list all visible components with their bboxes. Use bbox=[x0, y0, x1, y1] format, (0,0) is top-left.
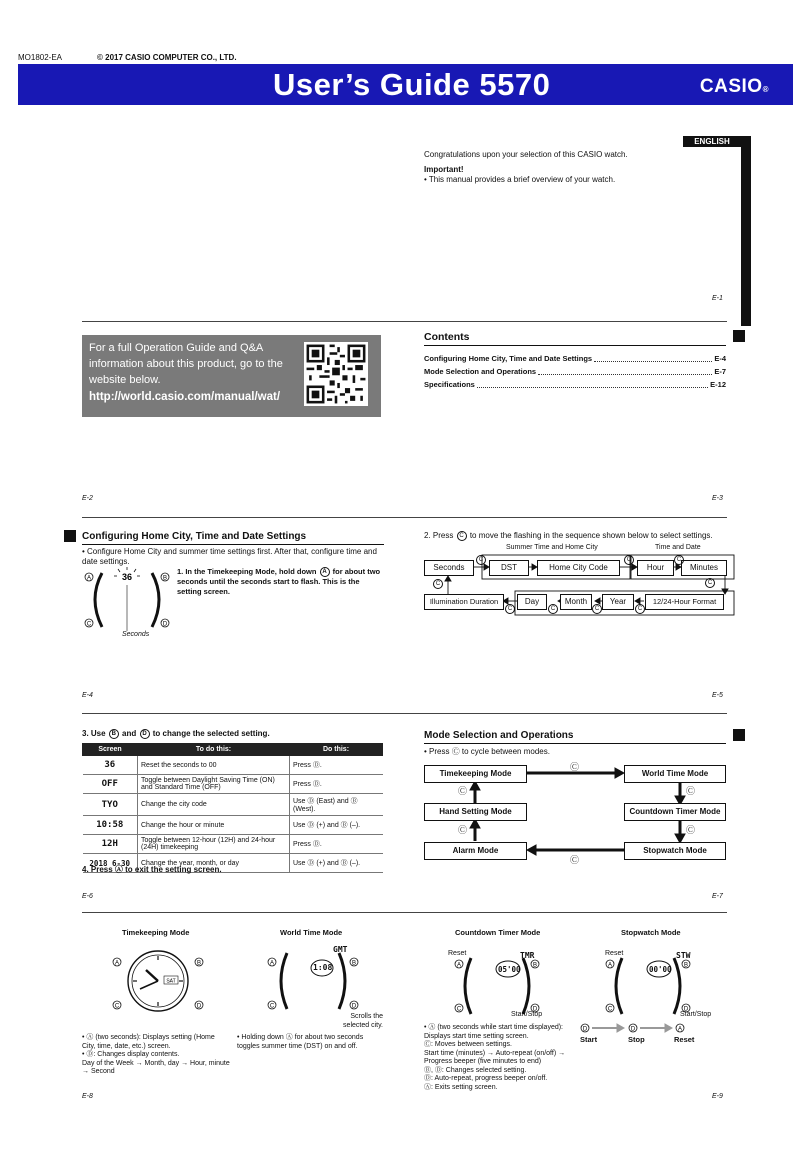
qr-code-icon[interactable] bbox=[304, 342, 368, 406]
svg-text:A: A bbox=[114, 960, 120, 967]
modes-heading: Mode Selection and Operations bbox=[424, 730, 574, 741]
reset-label: Reset bbox=[448, 950, 467, 957]
language-tab: ENGLISH bbox=[683, 136, 741, 147]
svg-text:B: B bbox=[532, 962, 538, 969]
c-button-icon: Ⓒ bbox=[686, 825, 696, 835]
svg-text:D: D bbox=[196, 1003, 202, 1010]
document-code: MO1802-EA bbox=[18, 53, 63, 62]
seq-dst: DST bbox=[489, 560, 529, 576]
seq-illumination: Illumination Duration bbox=[424, 594, 504, 610]
svg-text:A: A bbox=[456, 962, 462, 969]
c-button-icon: Ⓒ bbox=[458, 786, 468, 796]
step-2: 2. Press C to move the flashing in the sequence shown below to select settings. bbox=[424, 531, 713, 541]
table-header-row bbox=[83, 744, 383, 756]
svg-text:B: B bbox=[351, 960, 357, 967]
casio-logo: CASIO® bbox=[699, 76, 769, 97]
svg-text:D: D bbox=[532, 1006, 538, 1013]
section-marker bbox=[733, 330, 745, 342]
table-row: 36 Reset the seconds to 00 Press Ⓓ. bbox=[83, 756, 383, 775]
online-guide-box bbox=[82, 335, 381, 417]
svg-text:C: C bbox=[607, 1006, 613, 1013]
svg-text:C: C bbox=[456, 1006, 462, 1013]
stopwatch-code: STW bbox=[676, 951, 691, 960]
seq-month: Month bbox=[560, 594, 592, 610]
c-button-icon: C bbox=[592, 604, 602, 614]
table-row: 2018 6-30 Change the year, month, or day Use Ⓓ (+) and Ⓑ (–). bbox=[83, 854, 383, 873]
c-button-icon: C bbox=[505, 604, 515, 614]
seq-year: Year bbox=[602, 594, 634, 610]
svg-text:B: B bbox=[162, 575, 168, 582]
page-number: E-5 bbox=[712, 692, 723, 699]
world-time-watch-diagram bbox=[265, 945, 361, 1017]
stopwatch-title: Stopwatch Mode bbox=[621, 928, 681, 937]
contents-item[interactable]: Configuring Home City, Time and Date Settings E-4 bbox=[424, 354, 726, 363]
c-button-icon: Ⓒ bbox=[686, 786, 696, 796]
svg-text:D: D bbox=[162, 621, 168, 628]
guide-title: User’s Guide 5570 bbox=[273, 67, 551, 102]
c-button-icon: C bbox=[674, 555, 684, 565]
column-header: Screen bbox=[83, 744, 138, 756]
divider bbox=[82, 517, 727, 518]
table-row: 12H Toggle between 12-hour (12H) and 24-hour (24H) timekeeping Press Ⓓ. bbox=[83, 835, 383, 854]
column-header: To do this: bbox=[138, 744, 290, 756]
contents-list bbox=[424, 352, 726, 391]
mode-timekeeping: Timekeeping Mode bbox=[424, 765, 527, 783]
countdown-display: 05'00 bbox=[498, 965, 521, 974]
seconds-label: Seconds bbox=[122, 631, 150, 638]
svg-text:A: A bbox=[269, 960, 275, 967]
section-marker bbox=[733, 729, 745, 741]
c-button-icon: C bbox=[635, 604, 645, 614]
mode-world-time: World Time Mode bbox=[624, 765, 726, 783]
config-heading: Configuring Home City, Time and Date Settings bbox=[82, 531, 307, 542]
mode-stopwatch: Stopwatch Mode bbox=[624, 842, 726, 860]
table-row: TYO Change the city code Use Ⓓ (East) and Ⓑ (West). bbox=[83, 794, 383, 816]
config-bullet: • Configure Home City and summer time settings first. After that, configure time and date settings. bbox=[82, 547, 377, 566]
svg-text:A: A bbox=[677, 1026, 683, 1033]
modes-bullet: • Press Ⓒ to cycle between modes. bbox=[424, 747, 550, 756]
svg-text:D: D bbox=[630, 1026, 636, 1033]
svg-text:B: B bbox=[196, 960, 202, 967]
step-1: 1. In the Timekeeping Mode, hold down A for about two seconds until the seconds start to flash. This is the setting screen. bbox=[177, 567, 381, 597]
svg-text:C: C bbox=[269, 1003, 275, 1010]
online-guide-text: For a full Operation Guide and Q&A information about this product, go to the website below. bbox=[89, 342, 283, 386]
svg-text:A: A bbox=[607, 962, 613, 969]
c-button-icon: C bbox=[705, 578, 715, 588]
copyright: © 2017 CASIO COMPUTER CO., LTD. bbox=[97, 53, 237, 62]
flow-start: Start bbox=[580, 1035, 598, 1044]
world-time-note: • Holding down Ⓐ for about two seconds toggles summer time (DST) on and off. bbox=[237, 1034, 364, 1050]
mode-alarm: Alarm Mode bbox=[424, 842, 527, 860]
svg-text:36: 36 bbox=[121, 572, 133, 582]
step-4: 4. Press Ⓐ to exit the setting screen. bbox=[82, 865, 222, 874]
scroll-note: Scrolls the selected city. bbox=[343, 1013, 383, 1029]
heading-rule bbox=[82, 544, 384, 545]
seq-minutes: Minutes bbox=[681, 560, 727, 576]
flow-reset: Reset bbox=[674, 1035, 695, 1044]
c-button-icon: Ⓒ bbox=[570, 762, 580, 772]
page-number: E-7 bbox=[712, 893, 723, 900]
svg-text:C: C bbox=[86, 621, 92, 628]
page-number: E-3 bbox=[712, 495, 723, 502]
svg-text:D: D bbox=[683, 1006, 689, 1013]
stopwatch-flow-icons bbox=[580, 1022, 690, 1036]
page-number: E-8 bbox=[82, 1093, 93, 1100]
congrats-text: Congratulations upon your selection of this CASIO watch. bbox=[424, 150, 628, 159]
page-number: E-4 bbox=[82, 692, 93, 699]
seq-hour-format: 12/24-Hour Format bbox=[645, 594, 724, 610]
page-number: E-1 bbox=[712, 295, 723, 302]
step-3: 3. Use B and D to change the selected setting. bbox=[82, 729, 270, 739]
settings-table bbox=[82, 743, 383, 873]
seq-day: Day bbox=[517, 594, 547, 610]
mode-hand-setting: Hand Setting Mode bbox=[424, 803, 527, 821]
section-marker bbox=[64, 530, 76, 542]
table-row: 10:58 Change the hour or minute Use Ⓓ (+) and Ⓑ (–). bbox=[83, 816, 383, 835]
c-button-icon: C bbox=[476, 555, 486, 565]
page-number: E-2 bbox=[82, 495, 93, 502]
world-time-display: 1:08 bbox=[313, 963, 333, 972]
seq-hour: Hour bbox=[637, 560, 674, 576]
c-button-icon: C bbox=[433, 579, 443, 589]
svg-text:B: B bbox=[683, 962, 689, 969]
divider bbox=[82, 321, 727, 322]
flow-stop: Stop bbox=[628, 1035, 645, 1044]
svg-text:D: D bbox=[582, 1026, 588, 1033]
language-edge-bar bbox=[741, 136, 751, 326]
manual-url[interactable]: http://world.casio.com/manual/wat/ bbox=[89, 391, 281, 403]
contents-item[interactable]: Mode Selection and Operations E-7 bbox=[424, 367, 726, 376]
important-bullet: • This manual provides a brief overview of your watch. bbox=[424, 175, 616, 184]
watch-seconds-diagram bbox=[82, 565, 174, 639]
seq-seconds: Seconds bbox=[424, 560, 474, 576]
c-button-icon: Ⓒ bbox=[570, 855, 580, 865]
reset-label: Reset bbox=[605, 950, 624, 957]
world-time-title: World Time Mode bbox=[280, 928, 343, 937]
c-button-icon: C bbox=[624, 555, 634, 565]
divider bbox=[82, 713, 727, 714]
heading-rule bbox=[424, 345, 726, 346]
world-time-code: GMT bbox=[333, 945, 348, 954]
contents-heading: Contents bbox=[424, 331, 470, 343]
contents-item[interactable]: Specifications E-12 bbox=[424, 380, 726, 389]
c-button-icon: C bbox=[548, 604, 558, 614]
seq-home-city: Home City Code bbox=[537, 560, 620, 576]
group-label-summer: Summer Time and Home City bbox=[506, 544, 598, 551]
page-number: E-9 bbox=[712, 1093, 723, 1100]
svg-text:SAT: SAT bbox=[166, 978, 176, 985]
timekeeping-title: Timekeeping Mode bbox=[122, 928, 190, 937]
timekeeping-watch-diagram bbox=[110, 945, 206, 1017]
page-number: E-6 bbox=[82, 893, 93, 900]
divider bbox=[82, 912, 727, 913]
countdown-notes: • Ⓐ (two seconds while start time displayed): Displays start time setting screen. Ⓒ: Moves between settings. Start time (minutes) → Auto-repeat (on/off) → Progress beeper (five minutes to end) Ⓑ, Ⓓ: Changes selected setting. Ⓓ: Auto-repeat, progress beeper on/off. Ⓐ: Exits setting screen. bbox=[424, 1024, 566, 1091]
countdown-code: TMR bbox=[520, 951, 535, 960]
group-label-time: Time and Date bbox=[655, 544, 701, 551]
c-button-icon: Ⓒ bbox=[458, 825, 468, 835]
table-row: OFF Toggle between Daylight Saving Time (ON) and Standard Time (OFF) Press Ⓓ. bbox=[83, 775, 383, 794]
timekeeping-notes: • Ⓐ (two seconds): Displays setting (Home City, time, date, etc.) screen. • Ⓓ: Changes display contents. Day of the Week → Month, day → Hour, minute → Second bbox=[82, 1034, 230, 1075]
svg-text:C: C bbox=[114, 1003, 120, 1010]
heading-rule bbox=[424, 743, 726, 744]
countdown-title: Countdown Timer Mode bbox=[455, 928, 541, 937]
svg-text:D: D bbox=[351, 1003, 357, 1010]
mode-countdown: Countdown Timer Mode bbox=[624, 803, 726, 821]
title-banner bbox=[18, 64, 793, 105]
column-header: Do this: bbox=[290, 744, 383, 756]
important-label: Important! bbox=[424, 165, 464, 174]
svg-text:A: A bbox=[86, 575, 92, 582]
stopwatch-display: 00'00 bbox=[649, 965, 672, 974]
startstop-label: Start/Stop bbox=[511, 1011, 543, 1018]
startstop-label: Start/Stop bbox=[680, 1011, 712, 1018]
